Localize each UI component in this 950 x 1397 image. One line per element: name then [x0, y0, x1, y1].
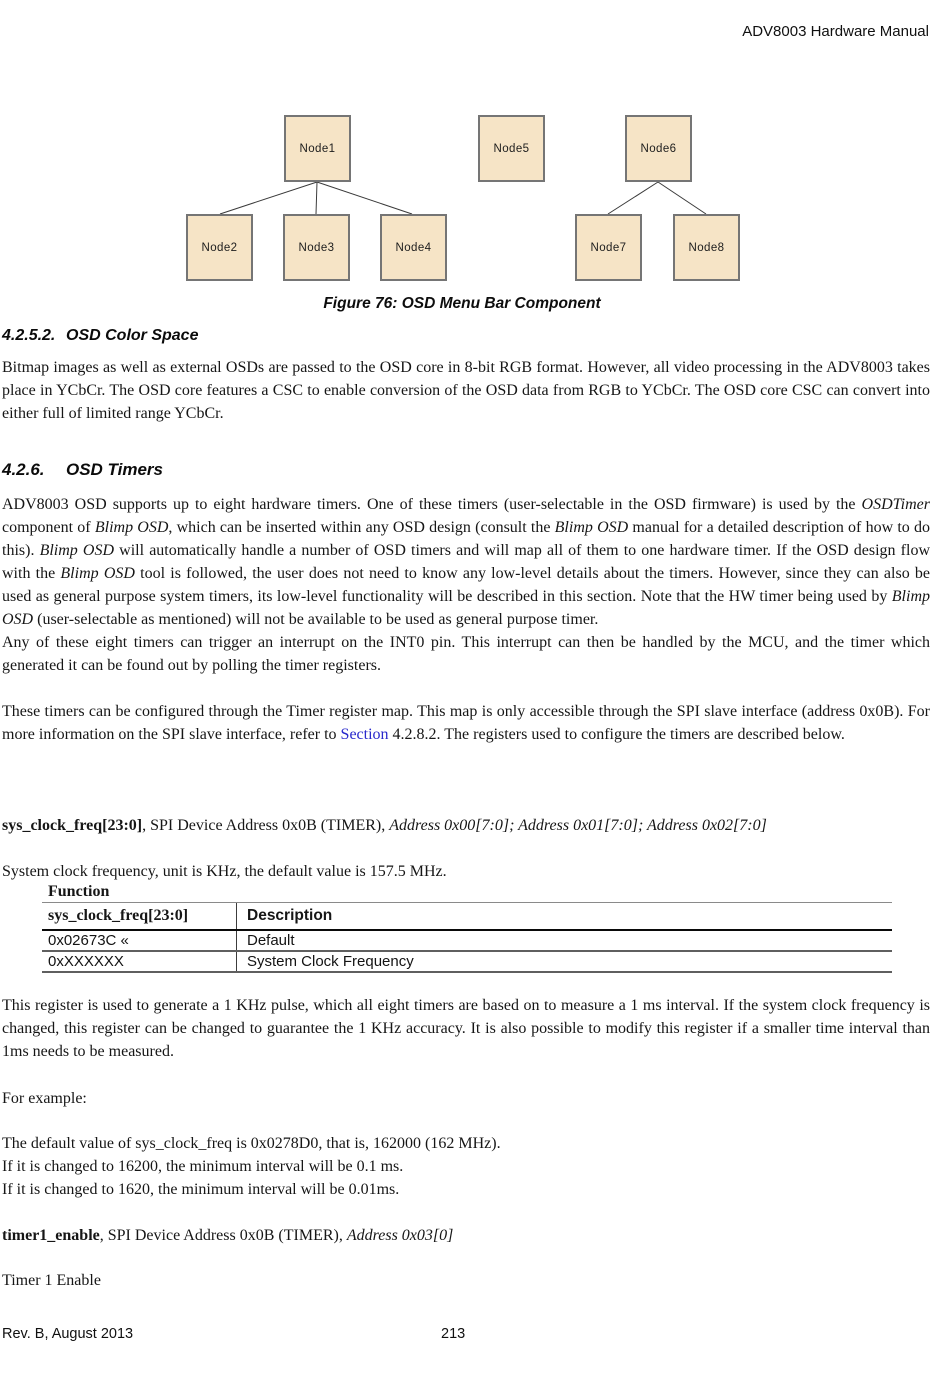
cell-value: 0x02673C «	[42, 931, 237, 950]
figure-node-node1: Node1	[284, 115, 351, 182]
table-header-row	[42, 903, 892, 931]
body-text: These timers can be configured through the Timer register map. This map is only accessible through the SPI slave interface (address 0x0B). For more information on the SPI slave interface, refer to	[2, 703, 930, 743]
page-header-title: ADV8003 Hardware Manual	[742, 23, 929, 40]
body-text: Timer 1 Enable	[2, 1272, 101, 1289]
paragraph	[2, 1269, 930, 1292]
tree-edge	[220, 182, 317, 214]
section-cross-reference-link[interactable]: Section	[340, 726, 389, 743]
table-row	[42, 952, 892, 973]
body-text: will automatically handle a number of OSD timers and will map all of them to one hardware timer. If the OSD design flow with the	[2, 542, 931, 582]
section-title: OSD Color Space	[66, 327, 199, 344]
paragraph	[2, 1087, 930, 1110]
register-table-block	[2, 884, 930, 973]
italic-text: Address 0x00[7:0]; Address 0x01[7:0]; Address 0x02[7:0]	[389, 817, 767, 834]
italic-text: Blimp OSD	[94, 519, 169, 536]
tree-edge	[316, 182, 317, 214]
table-row	[42, 931, 892, 952]
tree-edge	[608, 182, 658, 214]
figure-node-node2: Node2	[186, 214, 253, 281]
table-label: Function	[48, 883, 110, 900]
body-text: 4.2.8.2. The registers used to configure the timers are described below.	[388, 726, 845, 743]
section-heading	[2, 326, 930, 345]
body-text: , SPI Device Address 0x0B (TIMER),	[142, 817, 390, 834]
figure-node-node8: Node8	[673, 214, 740, 281]
register-name-text: timer1_enable	[2, 1227, 100, 1244]
cell-description: Default	[247, 932, 295, 949]
figure-caption: Figure 76: OSD Menu Bar Component	[323, 295, 601, 312]
footer-revision: Rev. B, August 2013	[2, 1326, 134, 1342]
text-line: The default value of sys_clock_freq is 0x0278D0, that is, 162000 (162 MHz).	[2, 1135, 501, 1152]
tree-edge	[658, 182, 706, 214]
text-line: If it is changed to 1620, the minimum interval will be 0.01ms.	[2, 1181, 400, 1198]
register-table	[42, 902, 892, 973]
figure-node-node7: Node7	[575, 214, 642, 281]
register-name-text: sys_clock_freq[23:0]	[2, 817, 143, 834]
paragraph	[2, 994, 930, 1063]
footer-page-number: 213	[441, 1326, 466, 1342]
italic-text: Blimp OSD	[39, 542, 115, 559]
section-title: OSD Timers	[66, 460, 164, 479]
italic-text: OSDTimer	[861, 496, 930, 513]
column-header-description: Description	[247, 907, 333, 924]
column-header-function: sys_clock_freq[23:0]	[42, 903, 237, 929]
paragraph	[2, 700, 930, 746]
body-text: ADV8003 OSD supports up to eight hardware timers. One of these timers (user-selectable in the OSD firmware) is used by the	[2, 496, 862, 513]
body-text: , SPI Device Address 0x0B (TIMER),	[99, 1227, 347, 1244]
body-text: This register is used to generate a 1 KHz pulse, which all eight timers are based on to measure a 1 ms interval. If the system clock frequency is changed, this register can be changed to guarantee the 1 KHz accuracy. It is also possible to modify this register if a smaller time interval than 1ms needs to be measured.	[2, 997, 930, 1060]
paragraph	[2, 493, 930, 631]
paragraph	[2, 631, 930, 677]
cell-value: 0xXXXXXX	[42, 952, 237, 971]
cell-description: System Clock Frequency	[247, 953, 414, 970]
italic-text: Address 0x03[0]	[346, 1227, 454, 1244]
body-text: System clock frequency, unit is KHz, the default value is 157.5 MHz.	[2, 863, 447, 880]
paragraph	[2, 860, 930, 883]
body-text: Any of these eight timers can trigger an interrupt on the INT0 pin. This interrupt can then be handled by the MCU, and the timer which generated it can be found out by polling the timer registers.	[2, 634, 930, 674]
body-text: tool is followed, the user does not need to know any low-level details about the timers. However, since they can also be used as general purpose system timers, its low-level functionality will be described in this section. Note that the HW timer being used by	[2, 565, 930, 605]
node-tree-edges-graphic	[0, 0, 950, 330]
body-text: component of	[2, 519, 95, 536]
italic-text: Blimp OSD	[60, 565, 135, 582]
paragraph	[2, 814, 930, 837]
section-number: 4.2.6.	[2, 460, 45, 479]
figure-node-node6: Node6	[625, 115, 692, 182]
page-footer	[2, 1326, 930, 1342]
example-lines	[2, 1132, 930, 1201]
body-text: For example:	[2, 1090, 87, 1107]
figure-node-node4: Node4	[380, 214, 447, 281]
section-heading	[2, 460, 930, 479]
body-text: (user-selectable as mentioned) will not be available to be used as general purpose timer.	[33, 611, 599, 628]
tree-edge	[317, 182, 412, 214]
body-text: manual for a detailed description of how to do this).	[2, 519, 931, 559]
italic-text: Blimp OSD	[2, 588, 930, 628]
osd-menu-bar-figure	[0, 0, 950, 330]
body-text: , which can be inserted within any OSD design (consult the	[168, 519, 555, 536]
section-number: 4.2.5.2.	[2, 327, 56, 344]
body-text: Bitmap images as well as external OSDs are passed to the OSD core in 8-bit RGB format. However, all video processing in the ADV8003 takes place in YCbCr. The OSD core features a CSC to enable conversion of the OSD data from RGB to YCbCr. The OSD core CSC can convert into either full of limited range YCbCr.	[2, 359, 930, 422]
figure-node-node3: Node3	[283, 214, 350, 281]
paragraph	[2, 356, 930, 425]
text-line: If it is changed to 16200, the minimum interval will be 0.1 ms.	[2, 1158, 404, 1175]
figure-node-node5: Node5	[478, 115, 545, 182]
paragraph	[2, 1224, 930, 1247]
italic-text: Blimp OSD	[554, 519, 629, 536]
